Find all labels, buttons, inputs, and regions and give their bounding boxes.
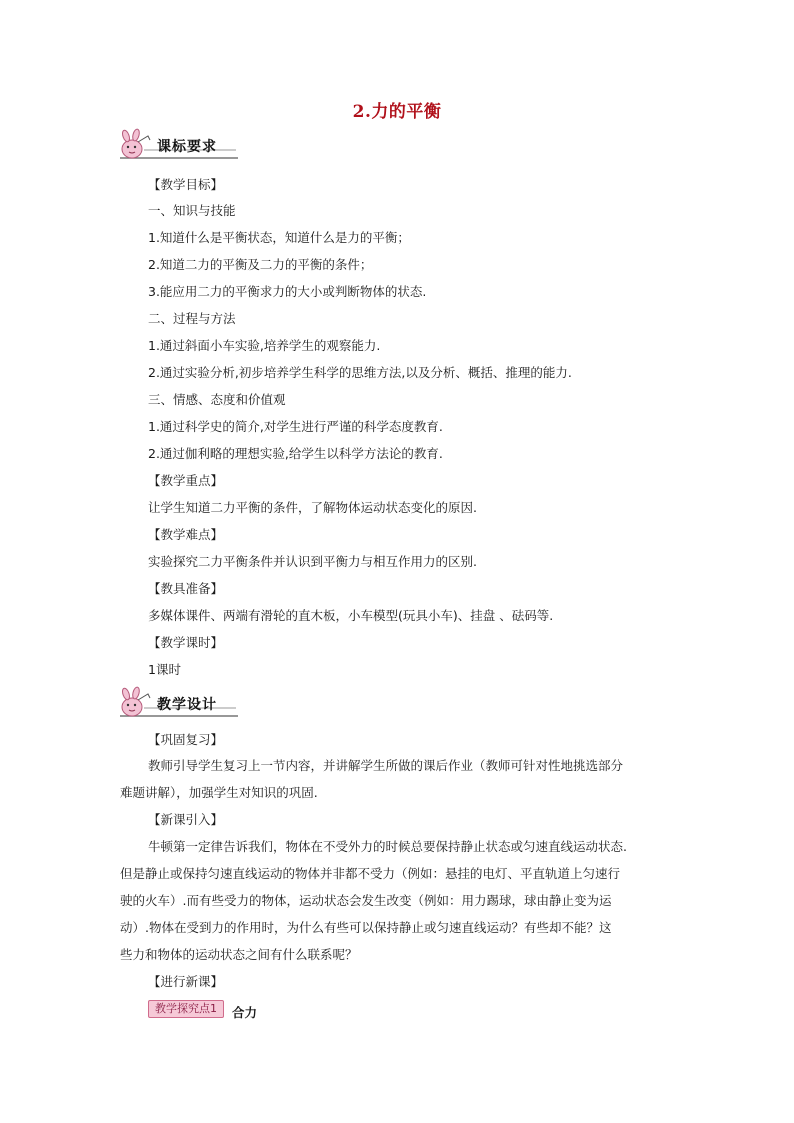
subheading-knowledge: 一、知识与技能 xyxy=(148,203,236,218)
list-item: 2.知道二力的平衡及二力的平衡的条件； xyxy=(148,257,373,272)
section-header-design xyxy=(116,686,240,720)
subheading-process: 二、过程与方法 xyxy=(148,311,236,326)
list-item: 2.通过伽利略的理想实验,给学生以科学方法论的教育. xyxy=(148,446,443,461)
list-item: 2.通过实验分析,初步培养学生科学的思维方法,以及分析、概括、推理的能力. xyxy=(148,365,572,380)
heading-difficulties: 【教学难点】 xyxy=(148,527,224,542)
page-title: 2.力的平衡 xyxy=(352,102,442,122)
paragraph: 让学生知道二力平衡的条件，了解物体运动状态变化的原因. xyxy=(148,500,477,515)
list-item: 1.通过斜面小车实验,培养学生的观察能力. xyxy=(148,338,381,353)
list-item: 1.知道什么是平衡状态，知道什么是力的平衡； xyxy=(148,230,410,245)
subheading-attitude: 三、情感、态度和价值观 xyxy=(148,392,286,407)
list-item: 1.通过科学史的简介,对学生进行严谨的科学态度教育. xyxy=(148,419,443,434)
heading-class-hours: 【教学课时】 xyxy=(148,635,224,650)
section-label: 教学设计 xyxy=(157,697,217,713)
list-item: 3.能应用二力的平衡求力的大小或判断物体的状态. xyxy=(148,284,427,299)
paragraph-line: 牛顿第一定律告诉我们，物体在不受外力的时候总要保持静止状态或匀速直线运动状态. xyxy=(148,839,627,854)
paragraph-line: 驶的火车）.而有些受力的物体，运动状态会发生改变（例如：用力踢球，球由静止变为运 xyxy=(120,893,612,908)
paragraph-line: 些力和物体的运动状态之间有什么联系呢？ xyxy=(120,947,358,962)
paragraph: 1课时 xyxy=(148,662,181,677)
heading-new-lesson: 【进行新课】 xyxy=(148,974,224,989)
paragraph: 多媒体课件、两端有滑轮的直木板，小车模型(玩具小车)、挂盘 、砝码等. xyxy=(148,608,554,623)
paragraph: 实验探究二力平衡条件并认识到平衡力与相互作用力的区别. xyxy=(148,554,477,569)
heading-review: 【巩固复习】 xyxy=(148,732,224,747)
heading-materials: 【教具准备】 xyxy=(148,581,224,596)
exploration-point-title: 合力 xyxy=(232,1005,258,1020)
heading-intro: 【新课引入】 xyxy=(148,812,224,827)
paragraph-line: 难题讲解），加强学生对知识的巩固. xyxy=(120,785,318,800)
section-header-standards xyxy=(116,128,240,162)
paragraph-line: 教师引导学生复习上一节内容，并讲解学生所做的课后作业（教师可针对性地挑选部分 xyxy=(148,758,624,773)
section-label: 课标要求 xyxy=(157,139,217,155)
exploration-point-tag xyxy=(148,1000,224,1018)
paragraph-line: 但是静止或保持匀速直线运动的物体并非都不受力（例如：悬挂的电灯、平直轨道上匀速行 xyxy=(120,866,621,881)
heading-teaching-goals: 【教学目标】 xyxy=(148,177,224,192)
exploration-point-label: 教学探究点1 xyxy=(155,1002,217,1015)
heading-key-points: 【教学重点】 xyxy=(148,473,224,488)
paragraph-line: 动）.物体在受到力的作用时，为什么有些可以保持静止或匀速直线运动？有些却不能？这 xyxy=(120,920,612,935)
